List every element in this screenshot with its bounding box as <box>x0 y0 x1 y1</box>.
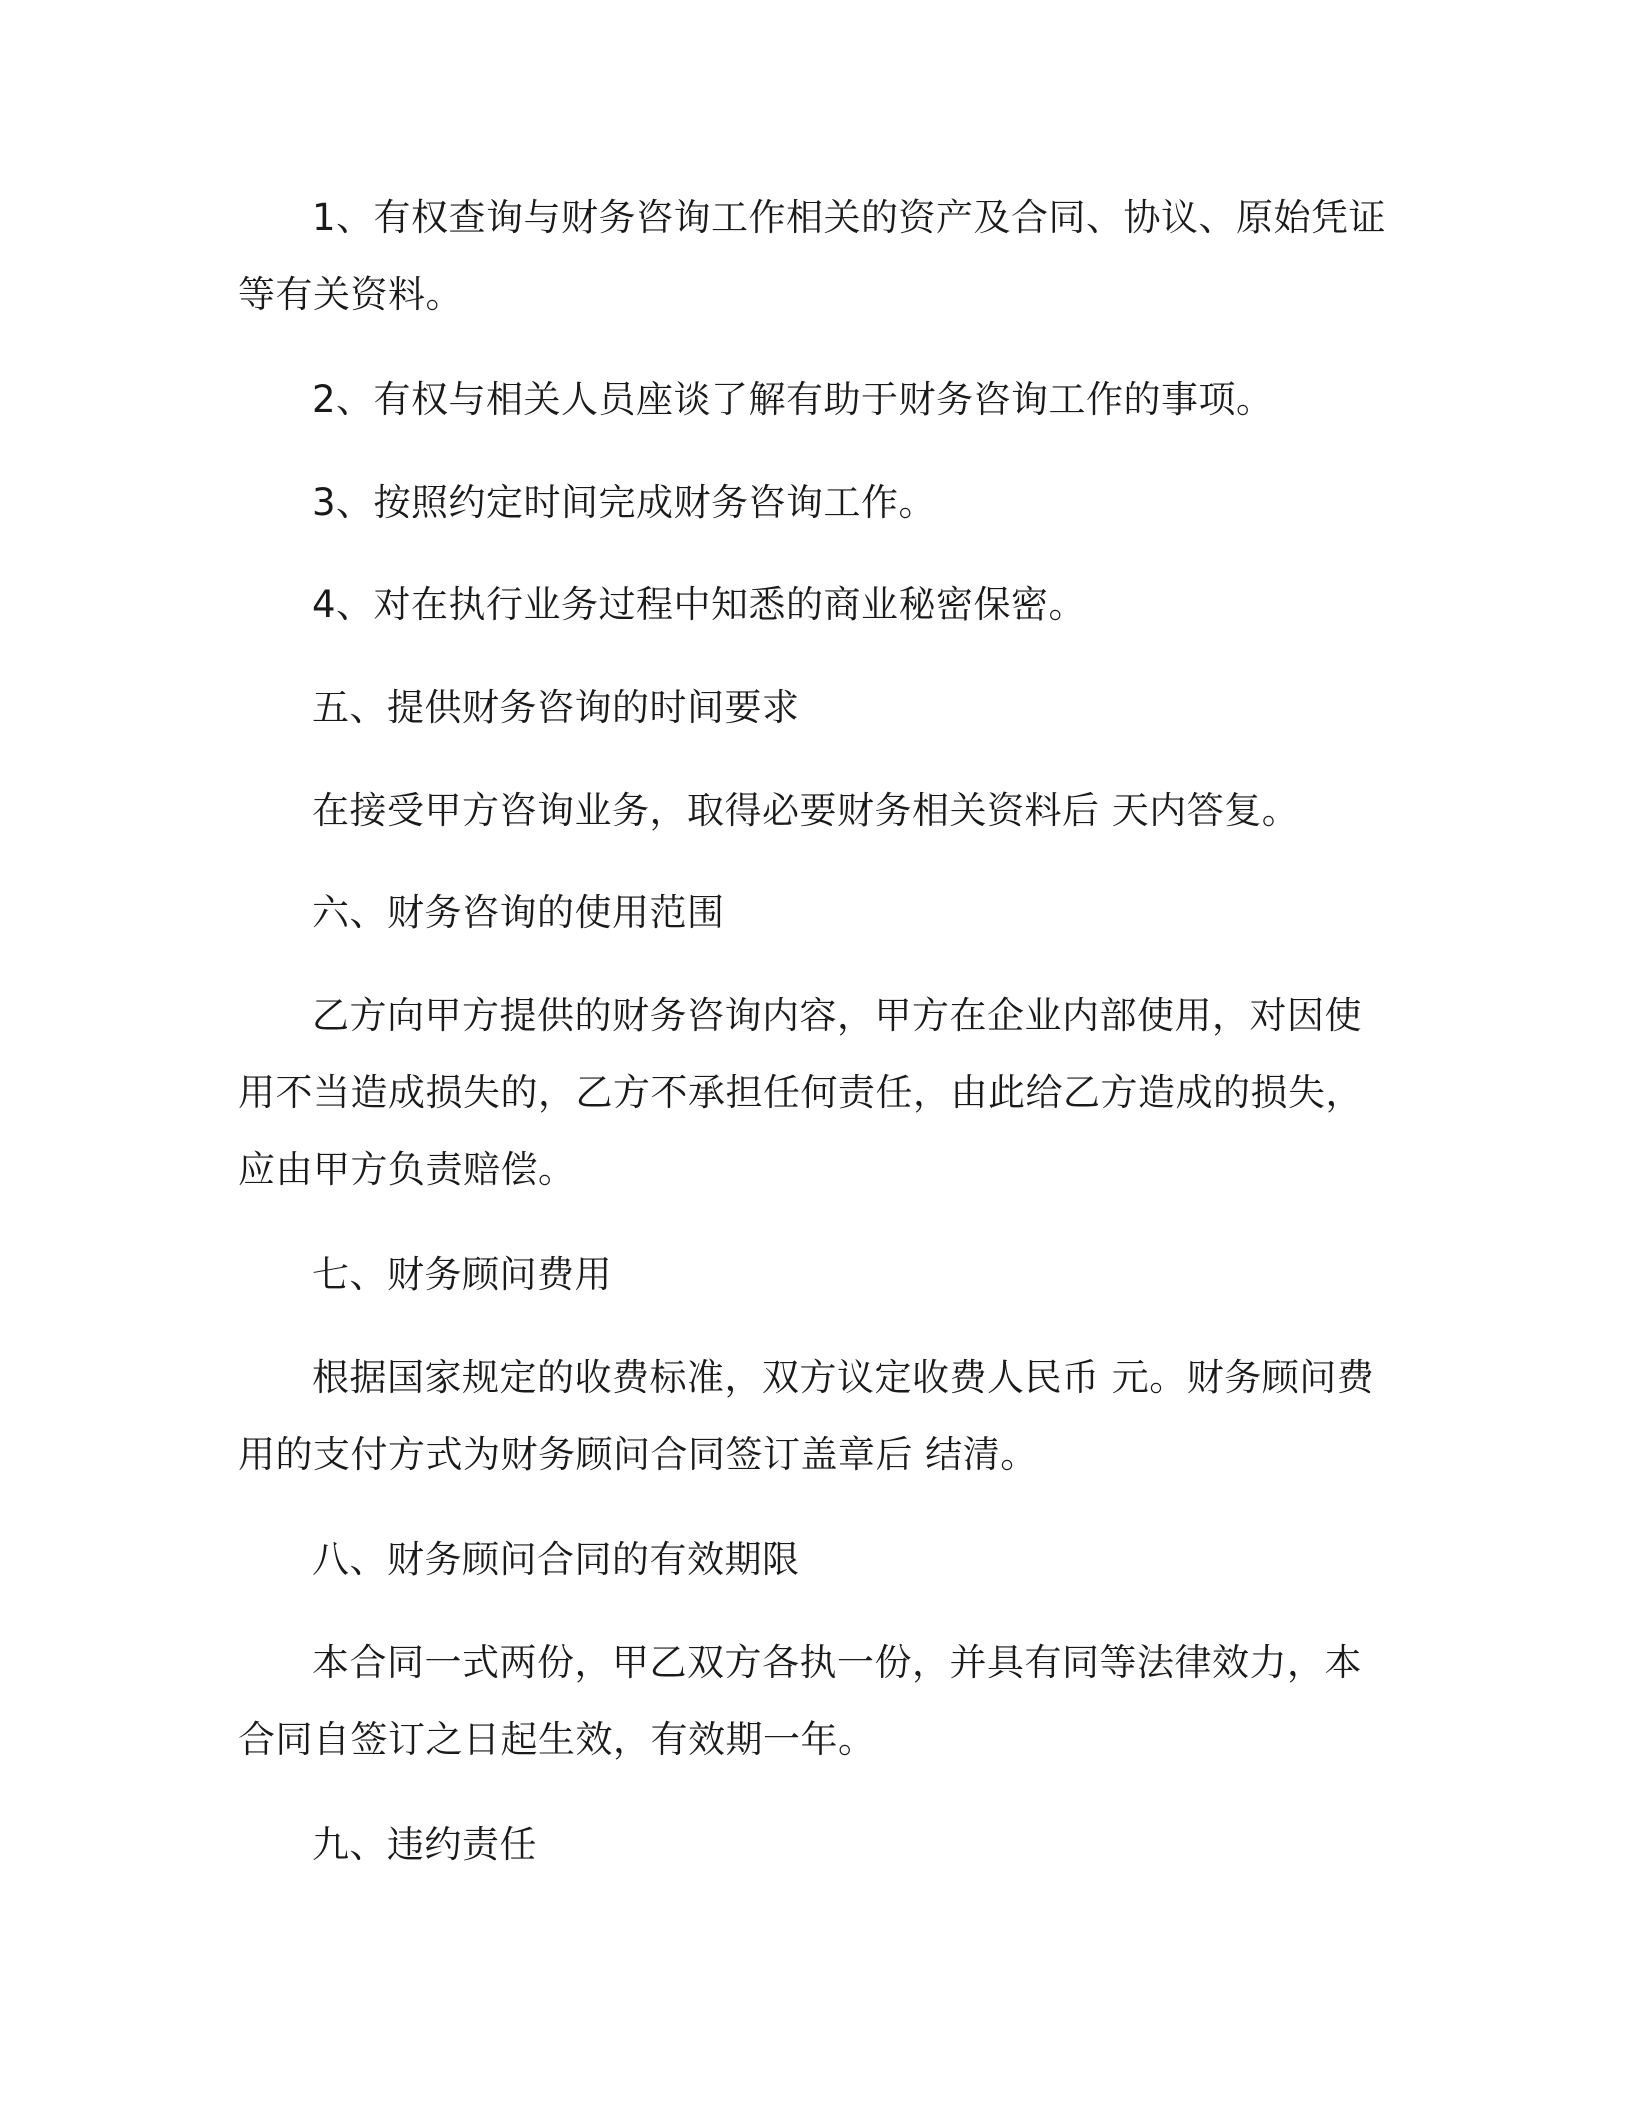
section-5-body: 在接受甲方咨询业务，取得必要财务相关资料后 天内答复。 <box>312 789 1300 832</box>
clause-3: 3、按照约定时间完成财务咨询工作。 <box>312 481 937 524</box>
section-6-line-3: 应由甲方负责赔偿。 <box>238 1148 576 1191</box>
clause-1-line-2: 等有关资料。 <box>238 273 463 316</box>
clause-4: 4、对在执行业务过程中知悉的商业秘密保密。 <box>312 583 1087 626</box>
clause-1-line-1: 1、有权查询与财务咨询工作相关的资产及合同、协议、原始凭证 <box>312 196 1387 239</box>
section-heading-5: 五、提供财务咨询的时间要求 <box>312 686 800 729</box>
section-heading-6: 六、财务咨询的使用范围 <box>312 891 725 934</box>
section-7-line-1: 根据国家规定的收费标准，双方议定收费人民币 元。财务顾问费 <box>312 1356 1375 1399</box>
section-heading-8: 八、财务顾问合同的有效期限 <box>312 1538 800 1581</box>
section-8-line-2: 合同自签订之日起生效，有效期一年。 <box>238 1718 876 1761</box>
section-8-line-1: 本合同一式两份，甲乙双方各执一份，并具有同等法律效力，本 <box>312 1641 1362 1684</box>
section-heading-7: 七、财务顾问费用 <box>312 1253 612 1296</box>
section-6-line-1: 乙方向甲方提供的财务咨询内容，甲方在企业内部使用，对因使 <box>312 994 1362 1037</box>
section-7-line-2: 用的支付方式为财务顾问合同签订盖章后 结清。 <box>238 1433 1038 1476</box>
section-6-line-2: 用不当造成损失的，乙方不承担任何责任，由此给乙方造成的损失， <box>238 1071 1363 1114</box>
section-heading-9: 九、违约责任 <box>312 1823 537 1866</box>
clause-2: 2、有权与相关人员座谈了解有助于财务咨询工作的事项。 <box>312 378 1274 421</box>
